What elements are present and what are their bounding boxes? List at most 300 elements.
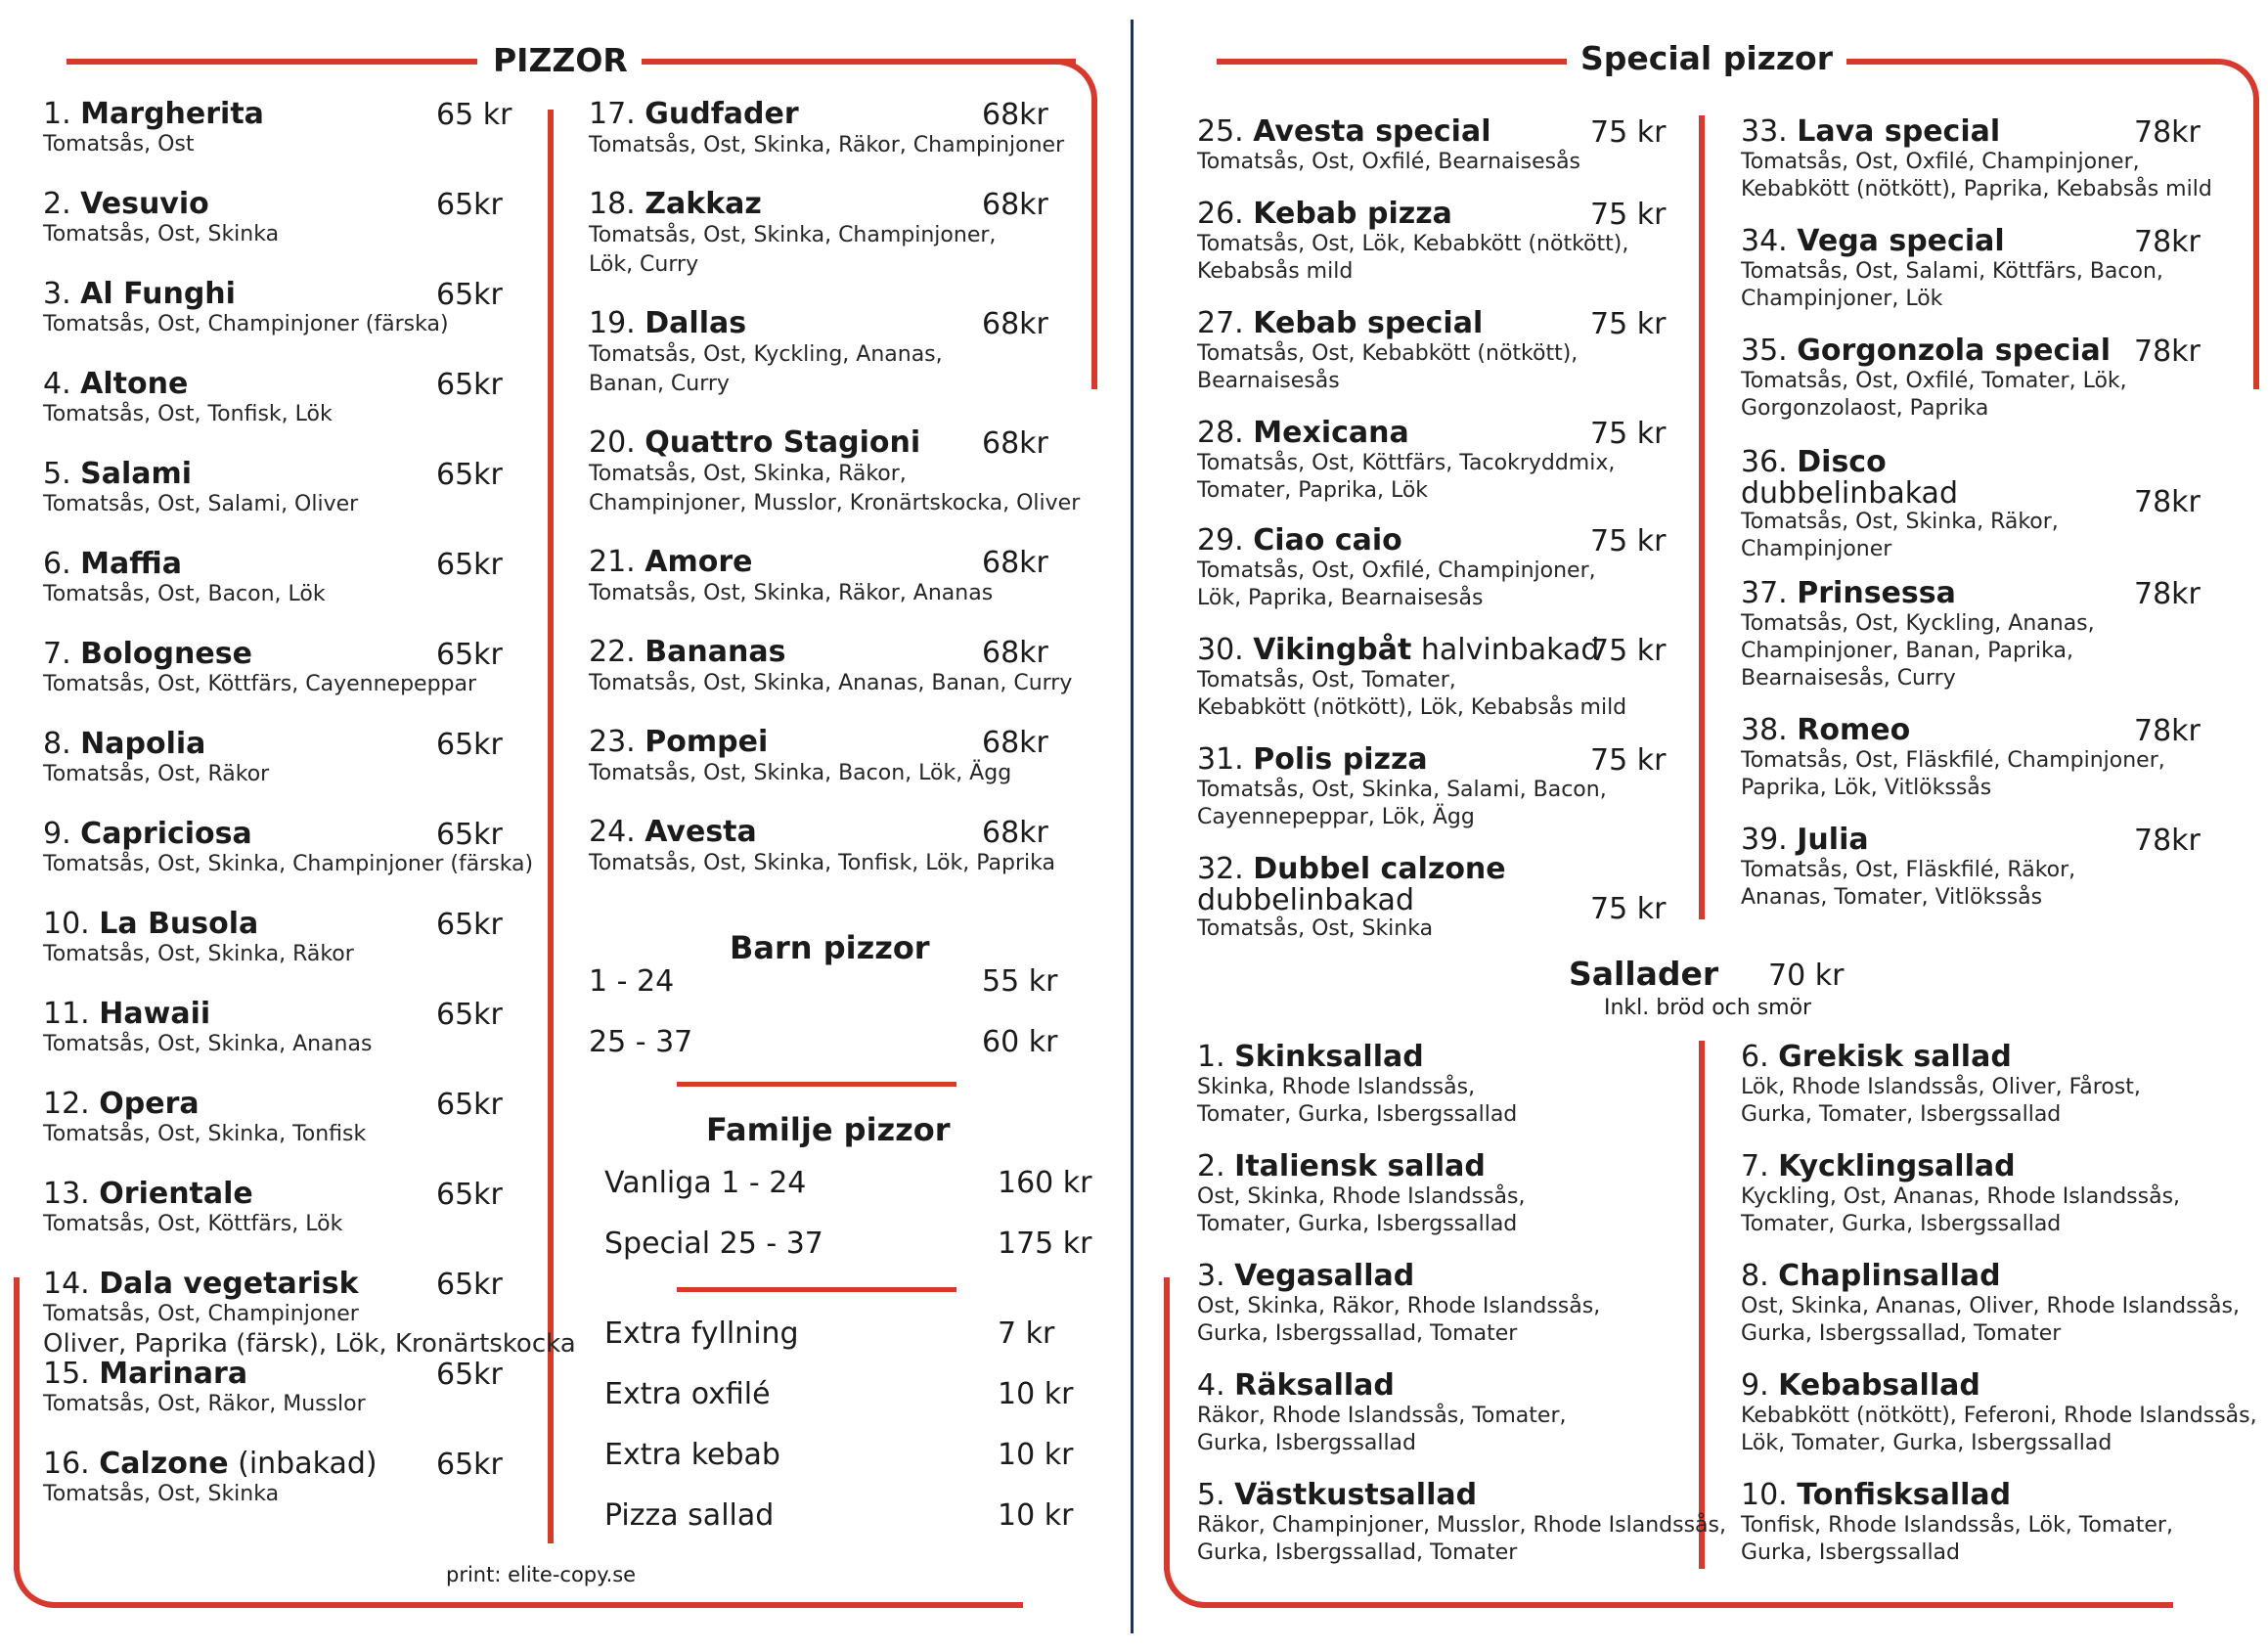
menu-item-ingredients: Bearnaisesås, Curry: [1741, 666, 1956, 691]
menu-item-number: 27.: [1197, 306, 1244, 340]
menu-item-number: 37.: [1741, 576, 1788, 610]
menu-item-price: 78kr: [2134, 485, 2201, 519]
menu-item-ingredients: Tomatsås, Ost, Skinka, Ananas: [43, 1032, 373, 1056]
menu-item-ingredients: Tomatsås, Ost, Oxfilé, Tomater, Lök,: [1741, 369, 2127, 393]
menu-item: [43, 98, 264, 158]
menu-item-price: 75 kr: [1590, 743, 1667, 778]
menu-item-ingredients: Ost, Skinka, Ananas, Oliver, Rhode Islandssås,: [1741, 1294, 2240, 1318]
salader-price: 70 kr: [1768, 959, 1845, 993]
menu-item-name: Orientale: [99, 1177, 253, 1211]
barn-familje-separator: [677, 1082, 956, 1087]
menu-item-name: Mexicana: [1253, 416, 1409, 450]
menu-item-price: 65kr: [436, 188, 503, 222]
menu-item-number: 6.: [1741, 1040, 1769, 1074]
menu-item: [589, 188, 996, 280]
menu-item-title: [1741, 1479, 2173, 1512]
menu-item-ingredients: Kyckling, Ost, Ananas, Rhode Islandssås,: [1741, 1184, 2181, 1209]
menu-item: [43, 368, 333, 428]
menu-item: [43, 458, 358, 518]
pizzor-top-rule-left: [67, 59, 477, 65]
menu-item-ingredients: Kebabsås mild: [1197, 259, 1354, 284]
menu-item-title: [1741, 714, 2165, 747]
menu-item-ingredients: Tomatsås, Ost, Skinka, Bacon, Lök, Ägg: [589, 761, 1012, 785]
menu-item-ingredients: Gorgonzolaost, Paprika: [1741, 396, 1989, 421]
menu-item-price: 65kr: [436, 1358, 503, 1392]
menu-item-title: [589, 546, 993, 579]
menu-item-number: 22.: [589, 635, 636, 669]
menu-item-title: [43, 278, 449, 311]
menu-item-name: Maffia: [80, 547, 182, 581]
menu-item-number: 4.: [1197, 1368, 1225, 1403]
menu-item-name: Kycklingsallad: [1778, 1149, 2016, 1183]
menu-item: [43, 548, 326, 608]
menu-item-number: 3.: [1197, 1259, 1225, 1293]
menu-item-title: [589, 726, 1011, 759]
menu-item-price: 78kr: [2134, 115, 2201, 150]
menu-item-ingredients: Tomater, Gurka, Isbergssallad: [1197, 1212, 1518, 1236]
menu-item-number: 32.: [1197, 852, 1244, 886]
menu-item-name: Dallas: [645, 306, 747, 340]
menu-item-title: [589, 307, 943, 340]
menu-item-name: Vesuvio: [80, 187, 209, 221]
familje-row-price: 175 kr: [998, 1227, 1092, 1261]
menu-item-number: 19.: [589, 306, 636, 340]
menu-item-name: Grekisk sallad: [1778, 1040, 2012, 1074]
menu-item-ingredients: Oliver, Paprika (färsk), Lök, Kronärtskocka: [43, 1329, 576, 1359]
menu-item-name: Vikingbåt: [1253, 633, 1412, 667]
menu-item-ingredients: Tomatsås, Ost, Räkor, Musslor: [43, 1392, 366, 1416]
menu-item-ingredients: Tomatsås, Ost, Champinjoner (färska): [43, 312, 449, 336]
menu-item-title: [1741, 1041, 2141, 1074]
menu-item-name: Napolia: [80, 727, 206, 761]
menu-item-number: 34.: [1741, 224, 1788, 258]
menu-item: [1741, 1479, 2173, 1567]
menu-item-ingredients: Tomatsås, Ost, Skinka: [1197, 916, 1434, 941]
extra-row-price: 10 kr: [998, 1438, 1074, 1472]
menu-item-ingredients: Tomatsås, Ost, Skinka, Tonfisk: [43, 1122, 367, 1146]
menu-item-title: [1197, 1479, 1726, 1512]
menu-item-ingredients: Tomatsås, Ost, Salami, Köttfärs, Bacon,: [1741, 259, 2163, 284]
menu-item: [1197, 1260, 1600, 1348]
pizzor-bottom-left-corner: [14, 1549, 72, 1608]
menu-item-number: 5.: [43, 457, 71, 491]
menu-item-title: [1197, 1041, 1517, 1074]
menu-item-number: 12.: [43, 1087, 90, 1121]
menu-item-number: 4.: [43, 367, 71, 401]
menu-item-number: 9.: [43, 817, 71, 851]
menu-item-ingredients: Champinjoner: [1741, 537, 1892, 561]
menu-item-ingredients: Tomatsås, Ost, Köttfärs, Lök: [43, 1212, 343, 1236]
barn-row-label: 25 - 37: [589, 1025, 693, 1059]
menu-item-name-extra: (inbakad): [228, 1447, 378, 1481]
menu-item-ingredients: Tomatsås, Ost, Salami, Oliver: [43, 492, 359, 516]
menu-item-number: 11.: [43, 997, 90, 1031]
familje-row-label: Special 25 - 37: [604, 1227, 823, 1261]
menu-item-subtitle: dubbelinbakad: [1197, 883, 1414, 917]
menu-item-ingredients: Räkor, Rhode Islandssås, Tomater,: [1197, 1404, 1567, 1428]
menu-item-ingredients: Gurka, Isbergssallad, Tomater: [1197, 1540, 1518, 1565]
menu-item-ingredients: Gurka, Isbergssallad, Tomater: [1197, 1321, 1518, 1346]
menu-item: [1741, 1260, 2240, 1348]
menu-item-price: 65kr: [436, 638, 503, 672]
menu-item-ingredients: Tomatsås, Ost, Köttfärs, Cayennepeppar: [43, 672, 477, 696]
menu-item-name: Romeo: [1797, 713, 1911, 747]
menu-item-ingredients: Tomatsås, Ost, Kyckling, Ananas,: [1741, 611, 2095, 636]
menu-item-name: Julia: [1797, 823, 1869, 857]
menu-item: [43, 998, 372, 1058]
menu-item: [1197, 1369, 1567, 1457]
menu-item-number: 33.: [1741, 114, 1788, 149]
menu-item-ingredients: Gurka, Isbergssallad, Tomater: [1741, 1321, 2062, 1346]
menu-item-ingredients: Tomatsås, Ost, Skinka, Ananas, Banan, Curry: [589, 671, 1073, 695]
menu-item: [1197, 853, 1506, 943]
menu-item-name: Pompei: [645, 725, 769, 759]
menu-item-price: 68kr: [982, 636, 1048, 670]
menu-item-name: Calzone: [99, 1447, 229, 1481]
menu-item-ingredients: Lök, Tomater, Gurka, Isbergssallad: [1741, 1431, 2112, 1455]
menu-item-ingredients: Kebabkött (nötkött), Lök, Kebabsås mild: [1197, 695, 1627, 720]
menu-item-name: Chaplinsallad: [1778, 1259, 2001, 1293]
menu-item-price: 68kr: [982, 188, 1048, 222]
menu-item-ingredients: Tomatsås, Ost, Köttfärs, Tacokryddmix,: [1197, 451, 1616, 475]
menu-item-ingredients: Champinjoner, Banan, Paprika,: [1741, 639, 2073, 663]
menu-item-ingredients: Tomatsås, Ost, Skinka, Räkor,: [1741, 510, 2059, 534]
menu-item: [1197, 115, 1580, 176]
menu-item-ingredients: Tomatsås, Ost, Skinka, Salami, Bacon,: [1197, 778, 1607, 802]
menu-item: [1197, 307, 1578, 395]
menu-item-ingredients: Ananas, Tomater, Vitlökssås: [1741, 885, 2043, 910]
menu-item-name: Avesta special: [1253, 114, 1491, 149]
menu-item-number: 6.: [43, 547, 71, 581]
menu-item-price: 65kr: [436, 818, 503, 852]
menu-item-price: 75 kr: [1590, 115, 1667, 150]
menu-item-name: Kebab pizza: [1253, 197, 1452, 231]
menu-item-number: 10.: [43, 907, 90, 941]
menu-item-ingredients: Tomatsås, Ost, Skinka, Räkor, Champinjoner: [589, 133, 1065, 157]
menu-item: [1741, 1041, 2141, 1129]
menu-item-price: 65kr: [436, 728, 503, 762]
menu-item-price: 65kr: [436, 998, 503, 1032]
menu-item-number: 8.: [43, 727, 71, 761]
special-right-edge: [2253, 98, 2259, 389]
extra-row-price: 10 kr: [998, 1498, 1074, 1533]
menu-item-name: Margherita: [80, 97, 264, 131]
menu-item-number: 5.: [1197, 1478, 1225, 1512]
menu-item: [43, 908, 354, 968]
menu-item-number: 10.: [1741, 1478, 1788, 1512]
menu-item-ingredients: Gurka, Isbergssallad: [1741, 1540, 1961, 1565]
menu-item: [1197, 524, 1596, 612]
menu-item: [1741, 577, 2095, 692]
menu-item-price: 65kr: [436, 1178, 503, 1212]
special-top-rule-right: [1829, 59, 2220, 65]
menu-item: [1741, 824, 2075, 912]
menu-item-number: 21.: [589, 545, 636, 579]
menu-item-price: 75 kr: [1590, 892, 1667, 926]
menu-item-title: [1741, 1369, 2257, 1403]
menu-item-name-extra: halvinbakad: [1411, 633, 1600, 667]
menu-item-ingredients: Banan, Curry: [589, 372, 730, 396]
menu-item-title: [1197, 1369, 1567, 1403]
menu-item-number: 16.: [43, 1447, 90, 1481]
familje-extra-separator: [677, 1287, 956, 1292]
menu-item-title: [1741, 225, 2163, 258]
menu-item-name: Altone: [80, 367, 189, 401]
menu-item: [1197, 1041, 1517, 1129]
menu-item-name: Lava special: [1797, 114, 2001, 149]
menu-item-ingredients: Tomatsås, Ost, Fläskfilé, Räkor,: [1741, 858, 2076, 882]
menu-item-title: [43, 1178, 342, 1211]
menu-item-title: [1197, 115, 1580, 149]
menu-item-price: 68kr: [982, 816, 1048, 850]
menu-item-name: Gudfader: [645, 97, 799, 131]
menu-item-ingredients: Tomater, Gurka, Isbergssallad: [1741, 1212, 2062, 1236]
menu-item-price: 78kr: [2134, 335, 2201, 369]
menu-item: [43, 728, 269, 788]
page-fold-divider: [1131, 20, 1134, 1633]
menu-item-title: [43, 368, 333, 401]
special-pizzor-heading: Special pizzor: [1567, 39, 1846, 77]
menu-item-number: 30.: [1197, 633, 1244, 667]
menu-item-ingredients: Ost, Skinka, Räkor, Rhode Islandssås,: [1197, 1294, 1601, 1318]
menu-item-price: 78kr: [2134, 577, 2201, 611]
menu-item-price: 75 kr: [1590, 634, 1667, 668]
menu-item-name: La Busola: [99, 907, 259, 941]
menu-item: [1741, 1150, 2180, 1238]
menu-item: [1741, 714, 2165, 802]
menu-item-name: Quattro Stagioni: [645, 425, 921, 460]
menu-item-ingredients: Tonfisk, Rhode Islandssås, Lök, Tomater,: [1741, 1513, 2173, 1538]
menu-item: [589, 307, 943, 399]
menu-item-number: 29.: [1197, 523, 1244, 558]
menu-item-number: 7.: [1741, 1149, 1769, 1183]
menu-item-name: Vegasallad: [1234, 1259, 1415, 1293]
menu-item: [1741, 446, 2059, 563]
menu-item-title: [1741, 335, 2127, 368]
menu-item: [1741, 1369, 2257, 1457]
barn-row-price: 55 kr: [982, 964, 1058, 999]
menu-item-price: 75 kr: [1590, 198, 1667, 232]
menu-item-ingredients: Tomatsås, Ost, Oxfilé, Champinjoner,: [1741, 150, 2140, 174]
menu-item-name: Prinsessa: [1797, 576, 1956, 610]
extra-row-label: Extra fyllning: [604, 1316, 799, 1351]
familje-pizzor-heading: Familje pizzor: [706, 1111, 951, 1148]
menu-item-number: 26.: [1197, 197, 1244, 231]
menu-item-name: Skinksallad: [1234, 1040, 1424, 1074]
print-credit: print: elite-copy.se: [446, 1563, 637, 1586]
menu-item-title: [43, 548, 326, 581]
extra-row-label: Pizza sallad: [604, 1498, 775, 1533]
menu-item-name: Amore: [645, 545, 753, 579]
menu-item-price: 68kr: [982, 307, 1048, 341]
menu-item-ingredients: Tomatsås, Ost, Skinka, Räkor, Ananas: [589, 581, 994, 605]
menu-item-ingredients: Paprika, Lök, Vitlökssås: [1741, 776, 1992, 800]
menu-item-title: [1741, 1150, 2180, 1183]
extra-row-label: Extra oxfilé: [604, 1377, 771, 1411]
menu-item-price: 65kr: [436, 458, 503, 492]
menu-item-ingredients: Gurka, Tomater, Isbergssallad: [1741, 1102, 2062, 1127]
menu-item-number: 7.: [43, 637, 71, 671]
menu-item-number: 36.: [1741, 445, 1788, 479]
menu-item-name: Räksallad: [1234, 1368, 1395, 1403]
menu-item-name: Västkustsallad: [1234, 1478, 1478, 1512]
menu-item-title: [1197, 743, 1607, 777]
menu-item-number: 23.: [589, 725, 636, 759]
menu-item-number: 3.: [43, 277, 71, 311]
menu-item: [43, 1448, 378, 1508]
pizzor-right-edge: [1091, 98, 1097, 389]
barn-row-label: 1 - 24: [589, 964, 675, 999]
menu-item-price: 78kr: [2134, 714, 2201, 748]
menu-item-price: 65kr: [436, 368, 503, 402]
menu-item-number: 17.: [589, 97, 636, 131]
menu-item-name: Salami: [80, 457, 193, 491]
menu-item-number: 8.: [1741, 1259, 1769, 1293]
menu-item-title: [43, 1358, 366, 1391]
menu-item-title: [43, 998, 372, 1031]
menu-item-price: 65kr: [436, 1268, 503, 1302]
menu-item-name: Italiensk sallad: [1234, 1149, 1486, 1183]
menu-item-name: Vega special: [1797, 224, 2005, 258]
menu-item-price: 65kr: [436, 548, 503, 582]
menu-item-number: 9.: [1741, 1368, 1769, 1403]
menu-item: [1197, 198, 1628, 286]
menu-item: [589, 726, 1011, 788]
menu-item: [43, 188, 279, 248]
menu-item-ingredients: Tomatsås, Ost, Skinka: [43, 1482, 280, 1506]
extra-row-price: 7 kr: [998, 1316, 1055, 1351]
menu-item-name: Bananas: [645, 635, 786, 669]
menu-item-ingredients: Tomatsås, Ost, Oxfilé, Champinjoner,: [1197, 558, 1596, 583]
barn-row-price: 60 kr: [982, 1025, 1058, 1059]
menu-item-price: 68kr: [982, 98, 1048, 132]
menu-item-name: Capriciosa: [80, 817, 252, 851]
menu-item-ingredients: Bearnaisesås: [1197, 369, 1340, 393]
pizzor-heading: PIZZOR: [479, 41, 642, 79]
menu-item-ingredients: Champinjoner, Musslor, Kronärtskocka, Oliver: [589, 491, 1081, 515]
menu-item-price: 75 kr: [1590, 417, 1667, 451]
menu-item-number: 25.: [1197, 114, 1244, 149]
menu-item-ingredients: Tomatsås, Ost, Kyckling, Ananas,: [589, 342, 943, 367]
menu-item-number: 38.: [1741, 713, 1788, 747]
familje-row-price: 160 kr: [998, 1166, 1092, 1200]
menu-item-title: [1197, 1150, 1525, 1183]
menu-item: [1741, 225, 2163, 313]
menu-item-price: 65 kr: [436, 98, 512, 132]
menu-item-title: [43, 728, 269, 761]
menu-item-ingredients: Tomatsås, Ost: [43, 132, 195, 156]
menu-item-ingredients: Lök, Paprika, Bearnaisesås: [1197, 586, 1484, 610]
menu-item: [43, 1088, 366, 1148]
special-left-edge: [1164, 1277, 1170, 1571]
menu-item: [43, 278, 449, 338]
menu-item-price: 68kr: [982, 726, 1048, 760]
menu-item-ingredients: Tomatsås, Ost, Skinka: [43, 222, 280, 246]
menu-item-number: 2.: [1197, 1149, 1225, 1183]
menu-item-number: 24.: [589, 815, 636, 849]
menu-item-ingredients: Champinjoner, Lök: [1741, 287, 1943, 311]
menu-item-title: [1197, 634, 1626, 667]
menu-item-price: 78kr: [2134, 824, 2201, 858]
menu-item-name: Kebabsallad: [1778, 1368, 1980, 1403]
menu-item: [1197, 1479, 1726, 1567]
menu-item-title: [43, 98, 264, 131]
menu-item-ingredients: Skinka, Rhode Islandssås,: [1197, 1075, 1476, 1099]
familje-row-label: Vanliga 1 - 24: [604, 1166, 807, 1200]
menu-item: [43, 1358, 366, 1418]
menu-item-price: 78kr: [2134, 225, 2201, 259]
menu-item-ingredients: Tomater, Paprika, Lök: [1197, 478, 1429, 503]
menu-item-title: [43, 1088, 366, 1121]
menu-item-name: Ciao caio: [1253, 523, 1402, 558]
menu-item-ingredients: Tomatsås, Ost, Champinjoner: [43, 1302, 359, 1326]
menu-item-number: 20.: [589, 425, 636, 460]
menu-item-name: Opera: [99, 1087, 200, 1121]
menu-item-number: 2.: [43, 187, 71, 221]
menu-item-title: [1741, 577, 2095, 610]
menu-item-title: [1197, 524, 1596, 558]
special-top-rule-left: [1217, 59, 1569, 65]
menu-item-ingredients: Tomatsås, Ost, Skinka, Tonfisk, Lök, Paprika: [589, 851, 1055, 875]
extra-row-label: Extra kebab: [604, 1438, 780, 1472]
menu-item-title: [1197, 417, 1615, 450]
menu-item-ingredients: Tomatsås, Ost, Räkor: [43, 762, 270, 786]
menu-item-name: Hawaii: [99, 997, 211, 1031]
menu-item-ingredients: Lök, Curry: [589, 252, 699, 277]
special-top-right-corner: [2199, 59, 2259, 108]
menu-item-ingredients: Gurka, Isbergssallad: [1197, 1431, 1417, 1455]
menu-item-ingredients: Kebabkött (nötkött), Paprika, Kebabsås mild: [1741, 177, 2212, 201]
menu-item: [1741, 335, 2127, 423]
menu-item-name: Kebab special: [1253, 306, 1484, 340]
menu-item-ingredients: Tomatsås, Ost, Fläskfilé, Champinjoner,: [1741, 748, 2165, 773]
menu-item-price: 75 kr: [1590, 524, 1667, 558]
menu-item-ingredients: Tomatsås, Ost, Lök, Kebabkött (nötkött),: [1197, 232, 1629, 256]
menu-item-number: 35.: [1741, 334, 1788, 368]
menu-item-ingredients: Tomatsås, Ost, Tomater,: [1197, 668, 1456, 692]
menu-item: [43, 1178, 342, 1238]
menu-item-title: [1741, 1260, 2240, 1293]
menu-item-title: [1197, 198, 1628, 231]
menu-item-title: [1741, 824, 2075, 857]
menu-item-number: 13.: [43, 1177, 90, 1211]
pizzor-bottom-rule: [59, 1602, 1023, 1608]
menu-item-ingredients: Tomatsås, Ost, Bacon, Lök: [43, 582, 326, 606]
menu-item-ingredients: Tomatsås, Ost, Tonfisk, Lök: [43, 402, 333, 426]
special-column-divider: [1699, 115, 1705, 919]
menu-item-ingredients: Cayennepeppar, Lök, Ägg: [1197, 805, 1475, 829]
menu-item: [1197, 743, 1607, 831]
menu-item-price: 68kr: [982, 546, 1048, 580]
salader-note: Inkl. bröd och smör: [1604, 996, 1812, 1020]
menu-item-name: Bolognese: [80, 637, 252, 671]
menu-item-title: [43, 458, 358, 491]
menu-item-title: [1197, 853, 1506, 886]
menu-item-title: [1197, 307, 1578, 340]
menu-item-name: Dala vegetarisk: [99, 1267, 359, 1301]
menu-item-title: [1741, 446, 2059, 479]
pizzor-left-edge: [14, 1277, 20, 1571]
menu-item-number: 14.: [43, 1267, 90, 1301]
menu-item-price: 65kr: [436, 908, 503, 942]
menu-item-name: Tonfisksallad: [1797, 1478, 2012, 1512]
menu-item-title: [43, 908, 354, 941]
menu-item-ingredients: Tomater, Gurka, Isbergssallad: [1197, 1102, 1518, 1127]
menu-item-title: [43, 638, 476, 671]
menu-item-name: Zakkaz: [645, 187, 762, 221]
menu-item: [43, 638, 476, 698]
menu-item-ingredients: Tomatsås, Ost, Skinka, Champinjoner,: [589, 223, 997, 247]
